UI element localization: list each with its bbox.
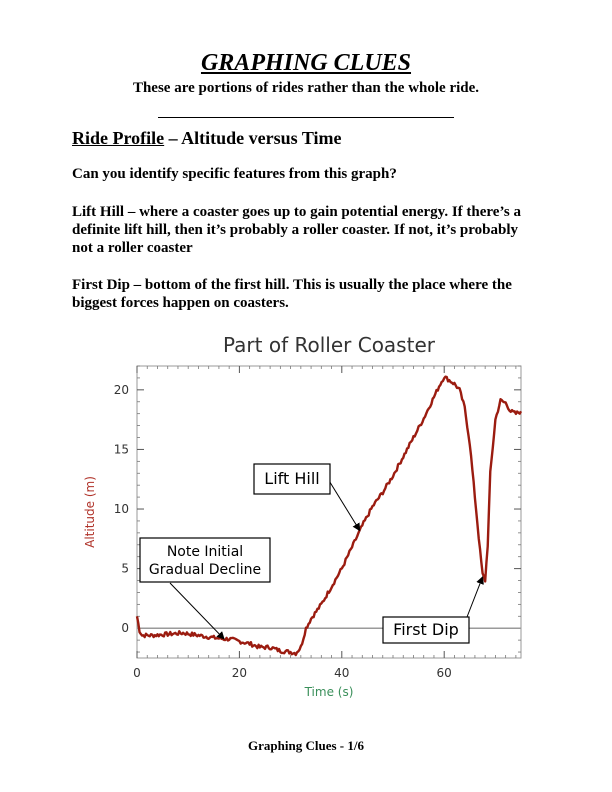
- initial-decline-callout-text: Note Initial: [166, 544, 244, 560]
- y-tick-label: 15: [113, 442, 129, 457]
- y-tick-label: 0: [121, 621, 129, 636]
- chart-title: Part of Roller Coaster: [223, 333, 435, 357]
- first-dip-callout-text: First Dip: [393, 620, 459, 639]
- plot-frame: [137, 366, 521, 658]
- section-heading-underlined: Ride Profile: [72, 128, 165, 148]
- lift-hill-callout-text: Lift Hill: [264, 469, 320, 488]
- x-tick-label: 20: [231, 666, 248, 680]
- page-footer: Graphing Clues - 1/6: [248, 738, 364, 753]
- lift-hill-paragraph: Lift Hill – where a coaster goes up to gain potential energy. If there’s a definite lift hill, then it’s probably a roller coaster. If not, it’s probably not a roller coaster: [72, 204, 521, 256]
- initial-decline-callout-text: Gradual Decline: [148, 562, 262, 578]
- y-axis-label: Altitude (m): [83, 476, 97, 548]
- altitude-chart: [70, 326, 542, 704]
- x-tick-label: 40: [334, 666, 350, 680]
- y-tick-label: 20: [113, 382, 129, 397]
- page-title: GRAPHING CLUES: [200, 50, 412, 76]
- question-paragraph: Can you identify specific features from this graph?: [72, 166, 397, 182]
- y-tick-label: 10: [113, 502, 129, 517]
- page-subtitle: These are portions of rides rather than the whole ride.: [132, 80, 480, 96]
- first-dip-paragraph: First Dip – bottom of the first hill. This is usually the place where the biggest forces happen on coasters.: [72, 277, 512, 311]
- x-tick-label: 0: [133, 666, 141, 680]
- section-heading: [72, 128, 342, 149]
- y-tick-label: 5: [121, 561, 129, 576]
- section-heading-rest: – Altitude versus Time: [164, 128, 342, 148]
- x-tick-label: 60: [436, 666, 452, 680]
- title-divider: [158, 117, 454, 118]
- x-axis-label: Time (s): [304, 685, 354, 699]
